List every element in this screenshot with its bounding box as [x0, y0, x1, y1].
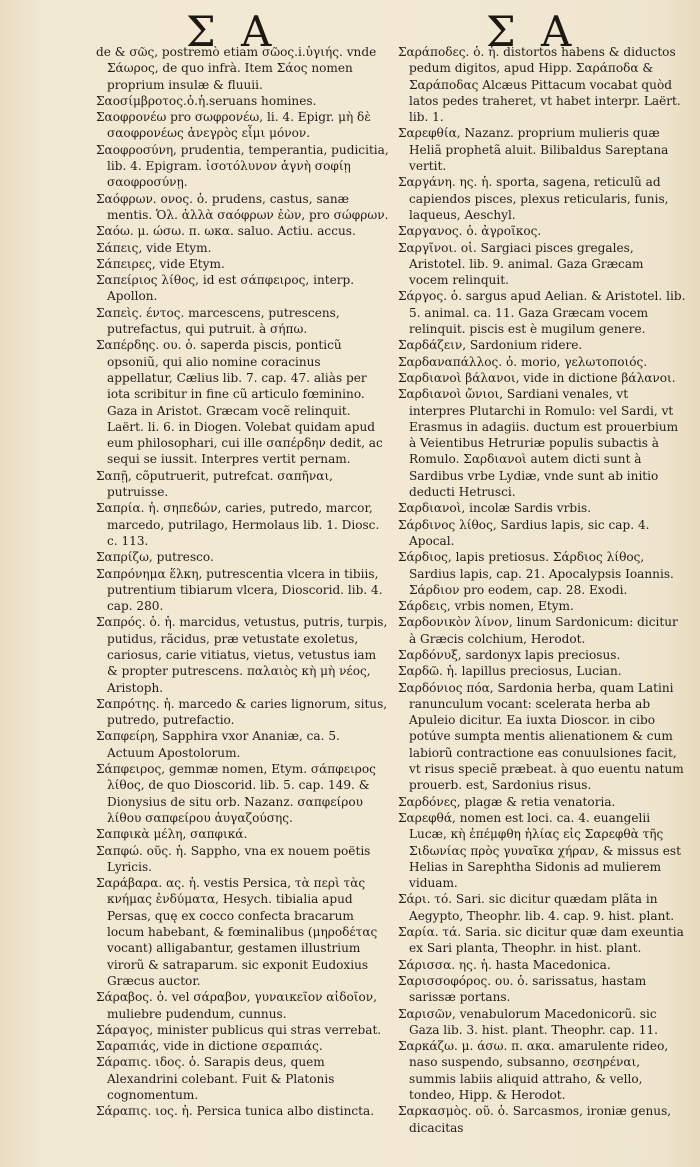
dictionary-entry: Σαρκασμὸς. οῦ. ὁ. Sarcasmos, ironiæ genus, dicacitas: [398, 1104, 672, 1135]
running-head-right: Σ Α: [486, 7, 578, 56]
right-column: [398, 44, 686, 1136]
dictionary-entry: Σαραπιάς, vide in dictione σεραπιάς.: [96, 1039, 323, 1054]
dictionary-entry: Σαρισσοφόρος. ου. ὁ. sarissatus, hastam sarissæ portans.: [398, 973, 647, 1005]
dictionary-entry: Σαρδιανοὶ ὤνιοι, Sardiani venales, vt interpres Plutarchi in Romulo: vel Sardi, vt Erasmus in adagiis. ductum est prouerbium à Veientibus Hetruriæ populis subactis à Romulo. Σαρδιανοὶ autem dicti sunt à Sardibus vrbe Lydiæ, vnde sunt ab initio deducti Hetrusci.: [398, 387, 679, 500]
dictionary-entry: Σάργος. ὁ. sargus apud Aelian. & Aristotel. lib. 5. animal. ca. 11. Gaza Græcam vocem relinquit. piscis est è mugilum genere.: [398, 289, 686, 337]
dictionary-entry: Σαράποδες. ὁ. ἡ. distortos habens & diductos pedum digitos, apud Hipp. Σαράποδα & Σαράποδας Alcæus Pittacum vocabat quòd latos pedes traheret, vt habet interpr. Laërt. lib. 1.: [398, 45, 681, 125]
dictionary-entry: Σαοφροσύνη, prudentia, temperantia, pudicitia, lib. 4. Epigram. ἰσοτόλυνον ἁγνὴ σοφίῃ σαοφροσύνῃ.: [96, 142, 389, 190]
dictionary-entry: Σαργάνη. ης. ἡ. sporta, sagena, reticulũ ad capiendos pisces, plexus reticularis, funis, laqueus, Aeschyl.: [398, 175, 669, 222]
dictionary-entry: Σάραβος. ὁ. vel σάραβον, γυναικεῖον αἰδοῖον, muliebre pudendum, cunnus.: [96, 990, 377, 1021]
dictionary-entry: Σαπρός. ὁ. ἡ. marcidus, vetustus, putris, turpis, putidus, rãcidus, præ vetustate exoletus, cariosus, carie vitiatus, vietus, vetustus iam & propter putrescens. παλαιὸς κὴ μὴ νέος, Aristoph.: [96, 615, 388, 695]
dictionary-entry: Σαρεφθία, Nazanz. proprium mulieris quæ Heliã prophetã aluit. Bilibaldus Sareptana vertit.: [398, 126, 669, 174]
dictionary-entry: Σαπφικὰ μέλη, σαπφικά.: [96, 827, 248, 842]
dictionary-entry: Σαρδόνες, plagæ & retia venatoria.: [398, 794, 616, 809]
dictionary-entry: Σάπφειρος, gemmæ nomen, Etym. σάπφειρος λίθος, de quo Dioscorid. lib. 5. cap. 149. & Dionysius de situ orb. Nazanz. σαπφείρου λίθου σαπφείρου ἀυγαζούσης.: [96, 762, 376, 825]
dictionary-entry: Σαοσίμβροτος.ὁ.ἡ.seruans homines.: [96, 93, 317, 108]
dictionary-entry: Σαρδῶ. ἡ. lapillus preciosus, Lucian.: [398, 664, 622, 679]
dictionary-entry: Σαπρίζω, putresco.: [96, 550, 214, 565]
dictionary-entry: Σαόφρων. ονος. ὁ. prudens, castus, sanæ mentis. Ὁλ. ἀλλὰ σαόφρων ἐὼν, pro σώφρων.: [96, 191, 389, 222]
dictionary-entry: Σαπρία. ἡ. σηπεδών, caries, putredo, marcor, marcedo, putrilago, Hermolaus lib. 1. Diosc. c. 113.: [96, 501, 380, 548]
dictionary-entry: Σαργῖνοι. οἱ. Sargiaci pisces gregales, Aristotel. lib. 9. animal. Gaza Græcam vocem relinquit.: [398, 240, 644, 288]
dictionary-entry: Σαπρόνημα ἕλκη, putrescentia vlcera in tibiis, putrentium tibiarum vlcera, Dioscorid. lib. 4. cap. 280.: [96, 566, 383, 614]
dictionary-entry: Σαπφώ. οῦς. ἡ. Sappho, vna ex nouem poëtis Lyricis.: [96, 843, 371, 874]
dictionary-entry: Σαρία. τά. Saria. sic dicitur quæ dam exeuntia ex Sari planta, Theophr. in hist. plant.: [398, 925, 684, 956]
dictionary-entry: Σαρκάζω. μ. άσω. π. ακα. amarulente rideo, naso suspendo, subsanno, σεσηρέναι, summis labiis aliquid attraho, & vello, tondeo, Hipp. & Herodot.: [398, 1039, 669, 1102]
dictionary-entry: Σαρδιανοὶ, incolæ Sardis vrbis.: [398, 501, 592, 516]
dictionary-entry: Σάρδιος, lapis pretiosus. Σάρδιος λίθος, Sardius lapis, cap. 21. Apocalypsis Ioannis. Σάρδιον pro eodem, cap. 28. Exodi.: [398, 550, 674, 597]
dictionary-entry: Σαρδονικὸν λίνον, linum Sardonicum: dicitur à Græcis colchium, Herodot.: [398, 615, 678, 646]
dictionary-entry: Σαρδιανοὶ βάλανοι, vide in dictione βάλανοι.: [398, 370, 676, 385]
dictionary-entry: Σαρδόνιος πόα, Sardonia herba, quam Latini ranunculum vocant: scelerata herba ab Apuleio dicitur. Ea iuxta Dioscor. in cibo potúve sumpta mentis alienationem & cum labiorũ contractione eas conuulsiones facit, vt risus speciẽ præbeat. à quo euentu natum prouerb. est, Sardonius risus.: [398, 680, 684, 793]
dictionary-entry: Σάρδεις, vrbis nomen, Etym.: [398, 599, 574, 614]
dictionary-entry: Σάραγος, minister publicus qui stras verrebat.: [96, 1022, 382, 1037]
dictionary-entry: Σάρδινος λίθος, Sardius lapis, sic cap. 4. Apocal.: [398, 517, 650, 548]
dictionary-entry: Σαρδόνυξ, sardonyx lapis preciosus.: [398, 647, 621, 662]
dictionary-entry: Σάπεις, vide Etym.: [96, 240, 212, 255]
left-column: [96, 44, 390, 1120]
dictionary-entry: Σαρισῶν, venabulorum Macedonicorũ. sic Gaza lib. 3. hist. plant. Theophr. cap. 11.: [398, 1006, 659, 1037]
dictionary-entry: Σαπρότης. ἡ. marcedo & caries lignorum, situs, putredo, putrefactio.: [96, 696, 388, 728]
dictionary-entry: Σαοφρονέω pro σωφρονέω, li. 4. Epigr. μὴ δὲ σαοφρονέως ἀνεγρὸς εἶμι μόνον.: [96, 110, 371, 141]
dictionary-entry: Σαπείριος λίθος, id est σάπφειρος, interp. Apollon.: [96, 273, 355, 304]
dictionary-entry: Σαρδάζειν, Sardonium ridere.: [398, 338, 583, 353]
dictionary-entry: Σαπεὶς. έντος. marcescens, putrescens, putrefactus, qui putruit. à σήπω.: [96, 305, 340, 337]
dictionary-entry: Σάπειρες, vide Etym.: [96, 256, 225, 271]
dictionary-entry: de & σῶς, postremò etiam σῶος.i.ὑγιής. vnde Σάωρος, de quo infrà. Item Σάος nomen proprium insulæ & fluuii.: [96, 45, 377, 92]
dictionary-entry: Σάραπις. ιδος. ὁ. Sarapis deus, quem Alexandrini colebant. Fuit & Platonis cognomentum.: [96, 1055, 335, 1102]
running-head-left: Σ Α: [186, 7, 278, 56]
dictionary-entry: Σαράβαρα. ας. ἡ. vestis Persica, τὰ περὶ τὰς κνήμας ἐνδύματα, Hesych. tibialia apud Persas, quę ex cocco confecta bracarum locum habebant, & fœminalibus (μηροδέτας vocant) alligabantur, gestamen illustrium virorũ & satraparum. sic exponit Eudoxius Græcus auctor.: [96, 876, 378, 988]
dictionary-entry: Σάρισσα. ης. ἡ. hasta Macedonica.: [398, 957, 611, 972]
dictionary-entry: Σαπῇ, cõputruerit, putrefcat. σαπῆναι, putruisse.: [96, 468, 334, 500]
dictionary-entry: Σάραπις. ιος. ἡ. Persica tunica albo distincta.: [96, 1104, 375, 1119]
dictionary-entry: Σαρεφθά, nomen est loci. ca. 4. euangelii Lucæ, κὴ ἐπέμφθη ἡλίας εἰς Σαρεφθὰ τῆς Σιδωνίας πρὸς γυναῖκα χήραν, & missus est Helias in Sarephtha Sidonis ad mulierem viduam.: [398, 810, 681, 891]
dictionary-entry: Σαπέρδης. ου. ὁ. saperda piscis, ponticũ opsoniũ, qui alio nomine coracinus appellatur, Cælius lib. 7. cap. 47. aliàs per iota scribitur in fine cũ articulo fœminino. Gaza in Aristot. Græcam vocẽ relinquit. Laërt. li. 6. in Diogen. Volebat quidam apud eum philosophari, cui ille σαπέρδην dedit, ac sequi se iussit. Interpres vertit pernam.: [96, 338, 383, 467]
dictionary-entry: Σαρδαναπάλλος. ὁ. morio, γελωτοποιός.: [398, 354, 648, 369]
dictionary-entry: Σάρι. τό. Sari. sic dicitur quædam plãta in Aegypto, Theophr. lib. 4. cap. 9. hist. plant.: [398, 892, 675, 923]
dictionary-entry: Σαόω. μ. ώσω. π. ωκα. saluo. Actiu. accus.: [96, 224, 356, 239]
dictionary-entry: Σαπφείρη, Sapphira vxor Ananiæ, ca. 5. Actuum Apostolorum.: [96, 729, 340, 760]
dictionary-entry: Σαργανος. ὁ. ἀγροῖκος.: [398, 224, 542, 239]
